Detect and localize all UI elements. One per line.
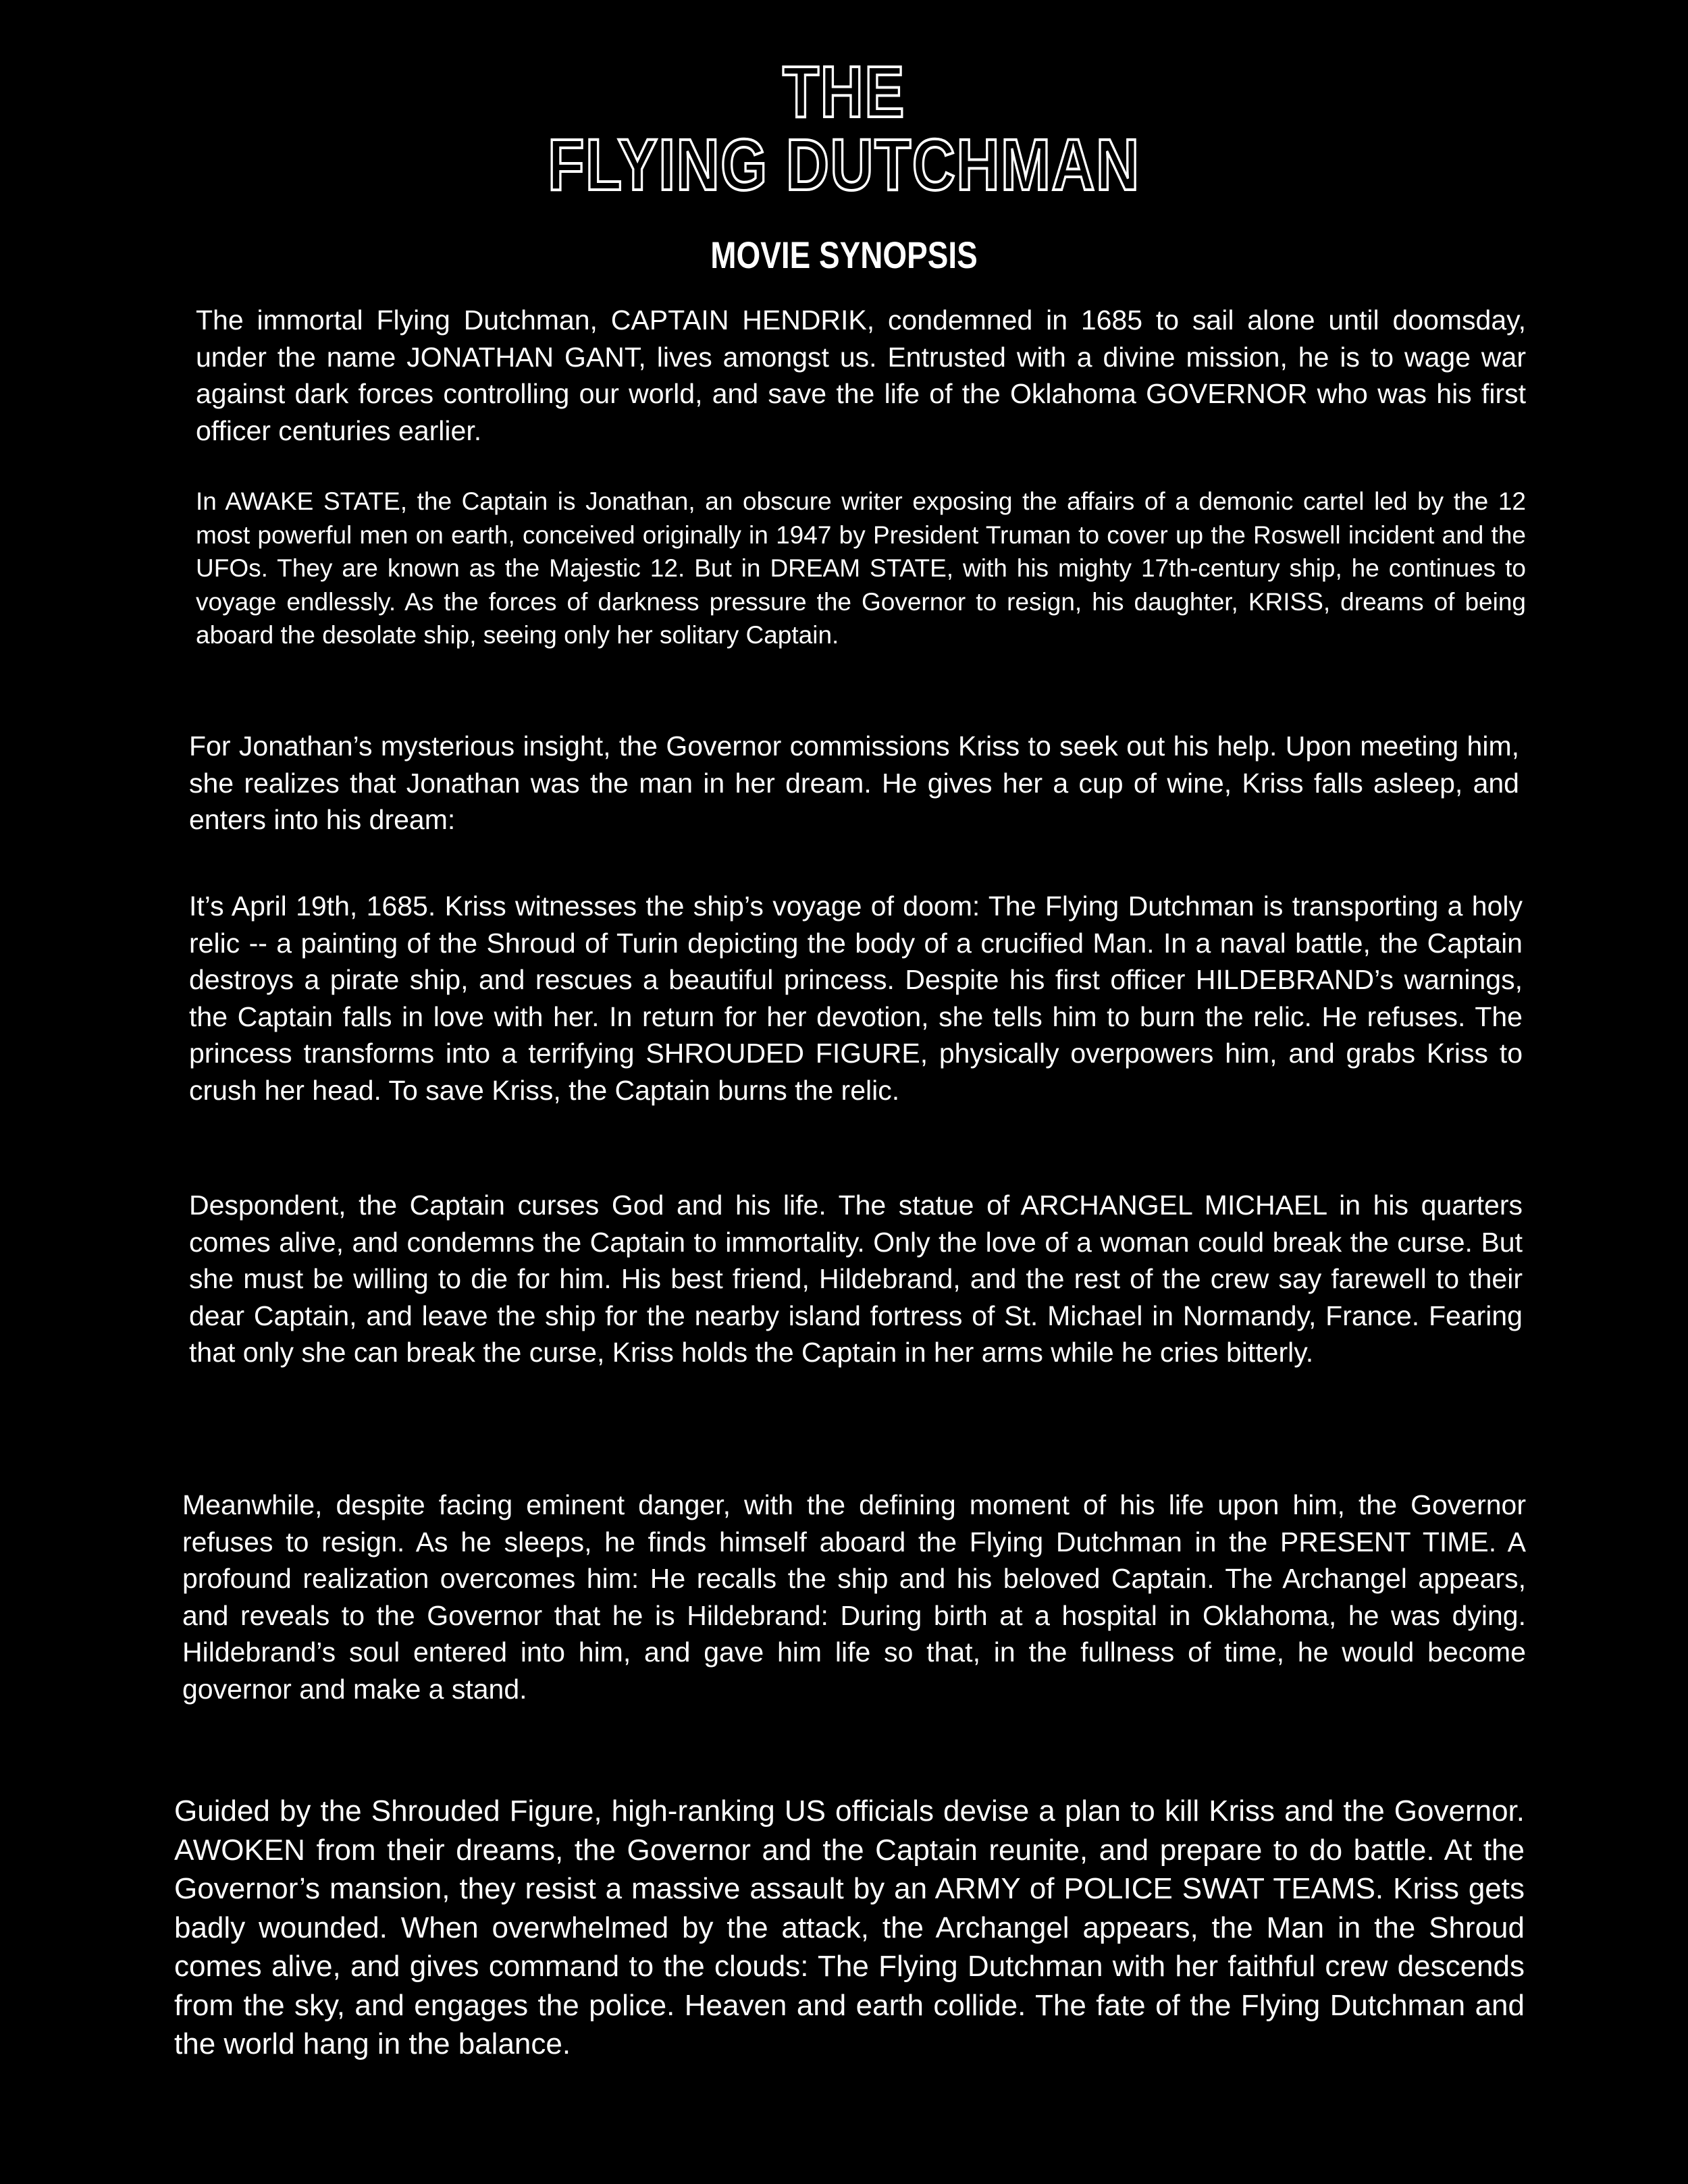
synopsis-paragraph-3: For Jonathan’s mysterious insight, the Governor commissions Kriss to seek out his help. Upon meeting him, she realizes that Jonathan was the man in her dream. He gives her a cup of wine, Kriss falls asleep, and enters into his dream: bbox=[189, 730, 1519, 835]
document-title-line-2: FLYING DUTCHMAN bbox=[548, 124, 1140, 205]
document-subtitle: MOVIE SYNOPSIS bbox=[710, 234, 978, 276]
synopsis-paragraph-6: Meanwhile, despite facing eminent danger, with the defining moment of his life upon him, the Governor refuses to resign. As he sleeps, he finds himself aboard the Flying Dutchman in the PRESENT TIME. A profound realization overcomes him: He recalls the ship and his beloved Captain. The Archangel appears, and reveals to the Governor that he is Hildebrand: During birth at a hospital in Oklahoma, he was dying. Hildebrand’s soul entered into him, and gave him life so that, in the fullness of time, he would become governor and make a stand. bbox=[182, 1489, 1526, 1705]
synopsis-paragraph-5: Despondent, the Captain curses God and his life. The statue of ARCHANGEL MICHAEL in his quarters comes alive, and condemns the Captain to immortality. Only the love of a woman could break the curse. But she must be willing to die for him. His best friend, Hildebrand, and the rest of the crew say farewell to their dear Captain, and leave the ship for the nearby island fortress of St. Michael in Normandy, France. Fearing that only she can break the curse, Kriss holds the Captain in her arms while he cries bitterly. bbox=[189, 1190, 1523, 1368]
synopsis-paragraph-2: In AWAKE STATE, the Captain is Jonathan, an obscure writer exposing the affairs of a demonic cartel led by the 12 most powerful men on earth, conceived originally in 1947 by President Truman to cover up the Roswell incident and the UFOs. They are known as the Majestic 12. But in DREAM STATE, with his mighty 17th-century ship, he continues to voyage endlessly. As the forces of darkness pressure the Governor to resign, his daughter, KRISS, dreams of being aboard the desolate ship, seeing only her solitary Captain. bbox=[196, 487, 1526, 649]
document-title-line-1: THE bbox=[782, 51, 906, 132]
synopsis-paragraph-7: Guided by the Shrouded Figure, high-ranking US officials devise a plan to kill Kriss and the Governor. AWOKEN from their dreams, the Governor and the Captain reunite, and prepare to do battle. At the Governor’s mansion, they resist a massive assault by an ARMY of POLICE SWAT TEAMS. Kriss gets badly wounded. When overwhelmed by the attack, the Archangel appears, the Man in the Shroud comes alive, and gives command to the clouds: The Flying Dutchman with her faithful crew descends from the sky, and engages the police. Heaven and earth collide. The fate of the Flying Dutchman and the world hang in the balance. bbox=[174, 1794, 1525, 2060]
synopsis-paragraph-1: The immortal Flying Dutchman, CAPTAIN HENDRIK, condemned in 1685 to sail alone until doomsday, under the name JONATHAN GANT, lives amongst us. Entrusted with a divine mission, he is to wage war against dark forces controlling our world, and save the life of the Oklahoma GOVERNOR who was his first officer centuries earlier. bbox=[196, 304, 1526, 446]
synopsis-paragraph-4: It’s April 19th, 1685. Kriss witnesses the ship’s voyage of doom: The Flying Dutchman is transporting a holy relic -- a painting of the Shroud of Turin depicting the body of a crucified Man. In a naval battle, the Captain destroys a pirate ship, and rescues a beautiful princess. Despite his first officer HILDEBRAND’s warnings, the Captain falls in love with her. In return for her devotion, she tells him to burn the relic. He refuses. The princess transforms into a terrifying SHROUDED FIGURE, physically overpowers him, and grabs Kriss to crush her head. To save Kriss, the Captain burns the relic. bbox=[189, 890, 1523, 1106]
